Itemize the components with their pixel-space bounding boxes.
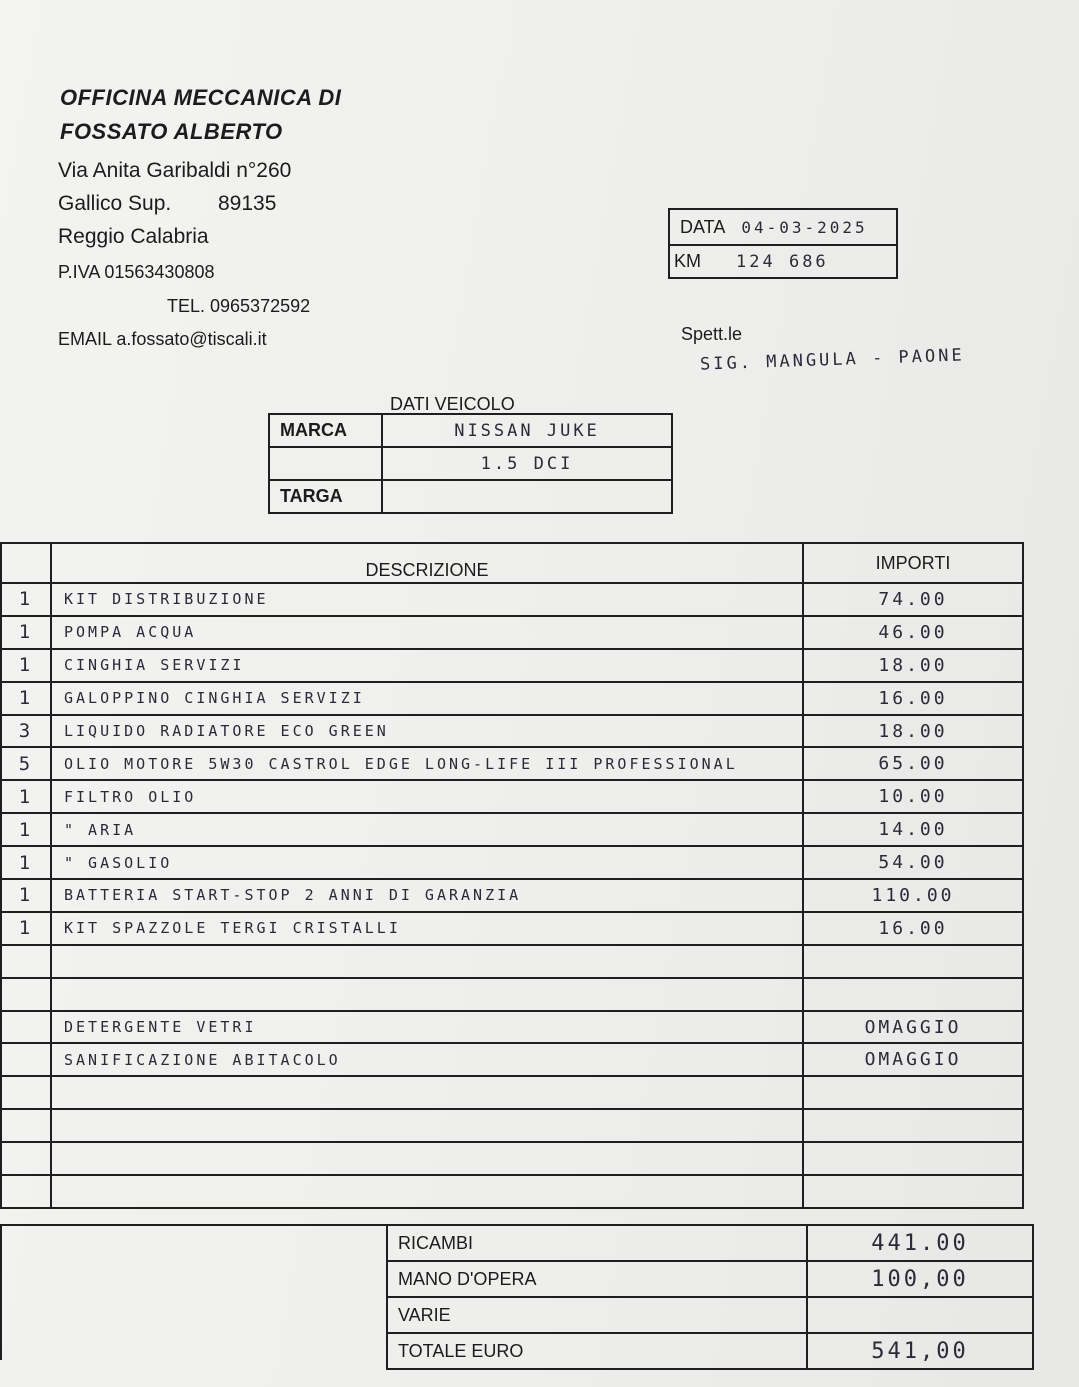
plate-value xyxy=(382,480,672,513)
item-description xyxy=(51,1109,803,1142)
item-description: GALOPPINO CINGHIA SERVIZI xyxy=(51,682,803,715)
item-qty: 1 xyxy=(1,583,51,616)
table-row xyxy=(1,1011,1023,1044)
item-qty: 1 xyxy=(1,682,51,715)
item-description: KIT DISTRIBUZIONE xyxy=(51,583,803,616)
item-qty: 1 xyxy=(1,616,51,649)
date-label: DATA xyxy=(680,216,725,237)
brand-label: MARCA xyxy=(269,414,382,447)
item-description: CINGHIA SERVIZI xyxy=(51,649,803,682)
table-row xyxy=(1,747,1023,780)
parts-label: RICAMBI xyxy=(387,1225,807,1261)
item-qty: 1 xyxy=(1,813,51,846)
item-description xyxy=(51,1142,803,1175)
item-qty: 5 xyxy=(1,747,51,780)
labor-label: MANO D'OPERA xyxy=(387,1261,807,1297)
table-row xyxy=(1,682,1023,715)
labor-value: 100,00 xyxy=(807,1261,1033,1297)
item-qty xyxy=(1,1175,51,1208)
item-description xyxy=(51,1175,803,1208)
parts-value: 441.00 xyxy=(807,1225,1033,1261)
km-value: 124 686 xyxy=(736,252,829,272)
item-amount: 18.00 xyxy=(803,649,1023,682)
customer-salutation: Spett.le xyxy=(681,324,743,344)
item-description: " GASOLIO xyxy=(51,846,803,879)
item-description: KIT SPAZZOLE TERGI CRISTALLI xyxy=(51,912,803,945)
item-qty xyxy=(1,1109,51,1142)
shop-name-line2: FOSSATO ALBERTO xyxy=(60,119,283,144)
shop-name-line1: OFFICINA MECCANICA DI xyxy=(60,85,342,110)
items-table xyxy=(0,542,1024,1209)
item-amount xyxy=(803,1175,1023,1208)
vehicle-section-title: DATI VEICOLO xyxy=(390,394,515,414)
table-row xyxy=(1,1043,1023,1076)
table-row xyxy=(1,846,1023,879)
total-value: 541,00 xyxy=(807,1333,1033,1369)
amounts-header: IMPORTI xyxy=(803,543,1023,583)
item-description: BATTERIA START-STOP 2 ANNI DI GARANZIA xyxy=(51,879,803,912)
item-description: DETERGENTE VETRI xyxy=(51,1011,803,1044)
table-row xyxy=(1,978,1023,1011)
shop-email: EMAIL a.fossato@tiscali.it xyxy=(58,329,267,349)
shop-province: Reggio Calabria xyxy=(58,225,209,248)
item-qty: 1 xyxy=(1,846,51,879)
item-qty: 1 xyxy=(1,649,51,682)
item-amount: 110.00 xyxy=(803,879,1023,912)
items-body xyxy=(1,583,1023,1208)
item-amount xyxy=(803,1142,1023,1175)
item-qty xyxy=(1,978,51,1011)
qty-header xyxy=(1,543,51,583)
item-amount xyxy=(803,978,1023,1011)
table-row xyxy=(1,1076,1023,1109)
vehicle-table xyxy=(268,413,673,514)
item-qty: 1 xyxy=(1,912,51,945)
model-value: 1.5 DCI xyxy=(382,447,672,480)
item-amount: 54.00 xyxy=(803,846,1023,879)
item-amount: OMAGGIO xyxy=(803,1011,1023,1044)
item-amount: OMAGGIO xyxy=(803,1043,1023,1076)
totals-spacer xyxy=(0,1224,387,1360)
items-header-row xyxy=(1,543,1023,583)
km-cell xyxy=(669,245,897,278)
item-description: OLIO MOTORE 5W30 CASTROL EDGE LONG-LIFE III PROFESSIONAL xyxy=(51,747,803,780)
table-row xyxy=(1,583,1023,616)
table-row xyxy=(1,879,1023,912)
item-description xyxy=(51,978,803,1011)
item-description xyxy=(51,1076,803,1109)
misc-label: VARIE xyxy=(387,1297,807,1333)
item-qty: 1 xyxy=(1,879,51,912)
table-row xyxy=(1,813,1023,846)
item-amount xyxy=(803,1076,1023,1109)
total-label: TOTALE EURO xyxy=(387,1333,807,1369)
shop-city: Gallico Sup. xyxy=(58,192,172,215)
item-amount: 16.00 xyxy=(803,682,1023,715)
model-label xyxy=(269,447,382,480)
item-amount: 65.00 xyxy=(803,747,1023,780)
plate-label: TARGA xyxy=(269,480,382,513)
item-amount xyxy=(803,1109,1023,1142)
item-amount: 18.00 xyxy=(803,715,1023,748)
item-description: " ARIA xyxy=(51,813,803,846)
brand-value: NISSAN JUKE xyxy=(382,414,672,447)
item-amount: 10.00 xyxy=(803,780,1023,813)
item-qty xyxy=(1,1011,51,1044)
table-row xyxy=(1,616,1023,649)
item-description: SANIFICAZIONE ABITACOLO xyxy=(51,1043,803,1076)
shop-zip: 89135 xyxy=(218,192,277,215)
item-amount: 74.00 xyxy=(803,583,1023,616)
table-row xyxy=(1,1175,1023,1208)
km-label: KM xyxy=(674,251,701,271)
item-amount: 14.00 xyxy=(803,813,1023,846)
item-description: LIQUIDO RADIATORE ECO GREEN xyxy=(51,715,803,748)
customer-name: SIG. MANGULA - PAONE xyxy=(699,345,965,375)
shop-phone: TEL. 0965372592 xyxy=(167,296,311,316)
item-qty: 3 xyxy=(1,715,51,748)
date-cell xyxy=(669,209,897,245)
item-qty xyxy=(1,1076,51,1109)
totals-table xyxy=(386,1224,1034,1370)
item-qty xyxy=(1,1043,51,1076)
table-row xyxy=(1,912,1023,945)
table-row xyxy=(1,945,1023,978)
item-qty xyxy=(1,945,51,978)
table-row xyxy=(1,649,1023,682)
table-row xyxy=(1,780,1023,813)
item-amount xyxy=(803,945,1023,978)
item-qty xyxy=(1,1142,51,1175)
misc-value xyxy=(807,1297,1033,1333)
item-description xyxy=(51,945,803,978)
item-amount: 16.00 xyxy=(803,912,1023,945)
table-row xyxy=(1,715,1023,748)
table-row xyxy=(1,1142,1023,1175)
table-row xyxy=(1,1109,1023,1142)
item-description: POMPA ACQUA xyxy=(51,616,803,649)
date-km-box xyxy=(668,208,898,279)
shop-street: Via Anita Garibaldi n°260 xyxy=(58,159,292,182)
item-qty: 1 xyxy=(1,780,51,813)
shop-vat: P.IVA 01563430808 xyxy=(58,262,215,282)
item-description: FILTRO OLIO xyxy=(51,780,803,813)
date-value: 04-03-2025 xyxy=(741,217,868,237)
description-header: DESCRIZIONE xyxy=(51,543,803,583)
item-amount: 46.00 xyxy=(803,616,1023,649)
